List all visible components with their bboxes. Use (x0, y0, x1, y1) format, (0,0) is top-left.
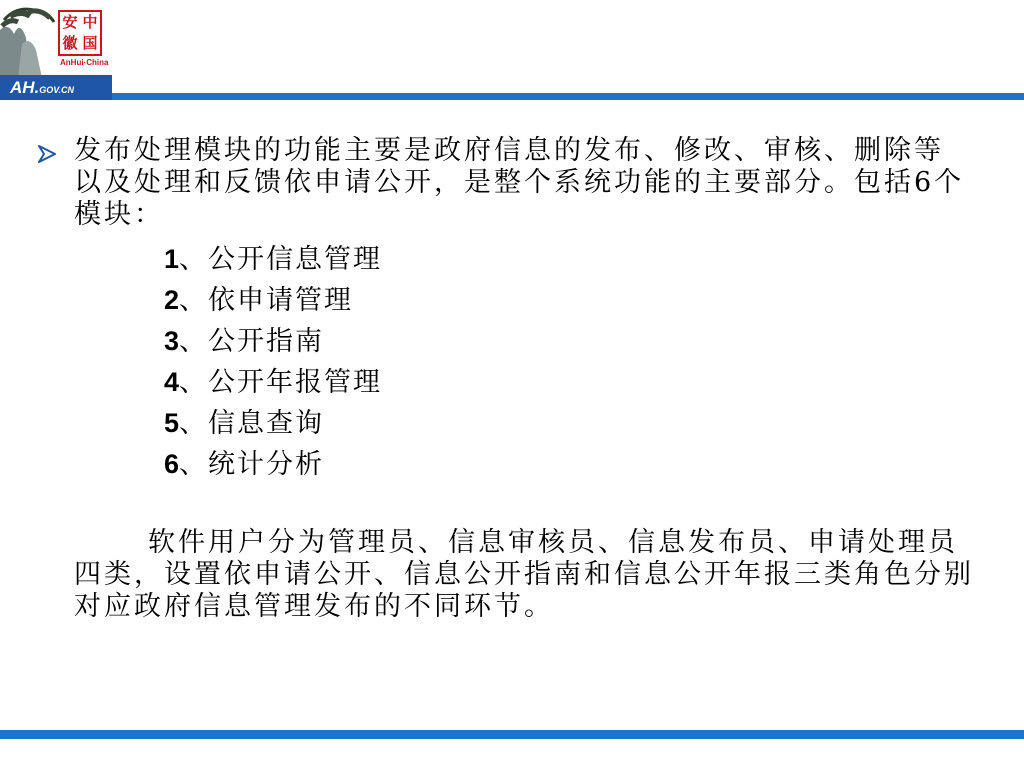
module-number: 2 (164, 285, 180, 315)
seal-char: 中 (82, 13, 98, 31)
module-item (164, 362, 970, 403)
module-number: 5 (164, 408, 180, 438)
footer-divider (0, 730, 1024, 739)
logo-domain-suffix: GOV.CN (39, 85, 74, 95)
module-label: 、统计分析 (179, 449, 325, 480)
module-label: 、公开指南 (179, 326, 325, 357)
module-item (164, 239, 970, 280)
header-divider (112, 93, 1024, 100)
module-label: 、信息查询 (179, 408, 325, 439)
module-label: 、公开年报管理 (179, 367, 383, 398)
module-number: 6 (164, 449, 180, 479)
intro-paragraph: 发布处理模块的功能主要是政府信息的发布、修改、审核、删除等以及处理和反馈依申请公开，是整个系统功能的主要部分。包括6个模块： (74, 135, 965, 230)
module-number: 4 (164, 367, 180, 397)
seal-char: 安 (62, 13, 78, 31)
module-number: 3 (164, 326, 180, 356)
arrow-bullet-icon (38, 145, 56, 163)
intro-bullet (30, 135, 970, 231)
module-item (164, 444, 970, 485)
logo-caption: AnHui·China (60, 58, 109, 67)
seal-char: 国 (82, 34, 98, 52)
slide-content (30, 135, 974, 623)
module-item (164, 280, 970, 321)
china-anhui-seal (58, 10, 102, 56)
module-item (164, 403, 970, 444)
pine-cliff-icon (0, 0, 56, 78)
slide-header (0, 0, 1024, 102)
roles-paragraph: 软件用户分为管理员、信息审核员、信息发布员、申请处理员四类，设置依申请公开、信息公开指南和信息公开年报三类角色分别对应政府信息管理发布的不同环节。 (74, 527, 974, 622)
module-label: 、公开信息管理 (179, 244, 383, 275)
module-label: 、依申请管理 (179, 285, 354, 316)
ah-gov-logo (0, 0, 112, 100)
logo-domain (10, 78, 74, 98)
seal-char: 徽 (62, 34, 78, 52)
module-list (30, 239, 970, 485)
module-number: 1 (164, 244, 180, 274)
module-item (164, 321, 970, 362)
logo-domain-main: AH. (10, 78, 40, 97)
